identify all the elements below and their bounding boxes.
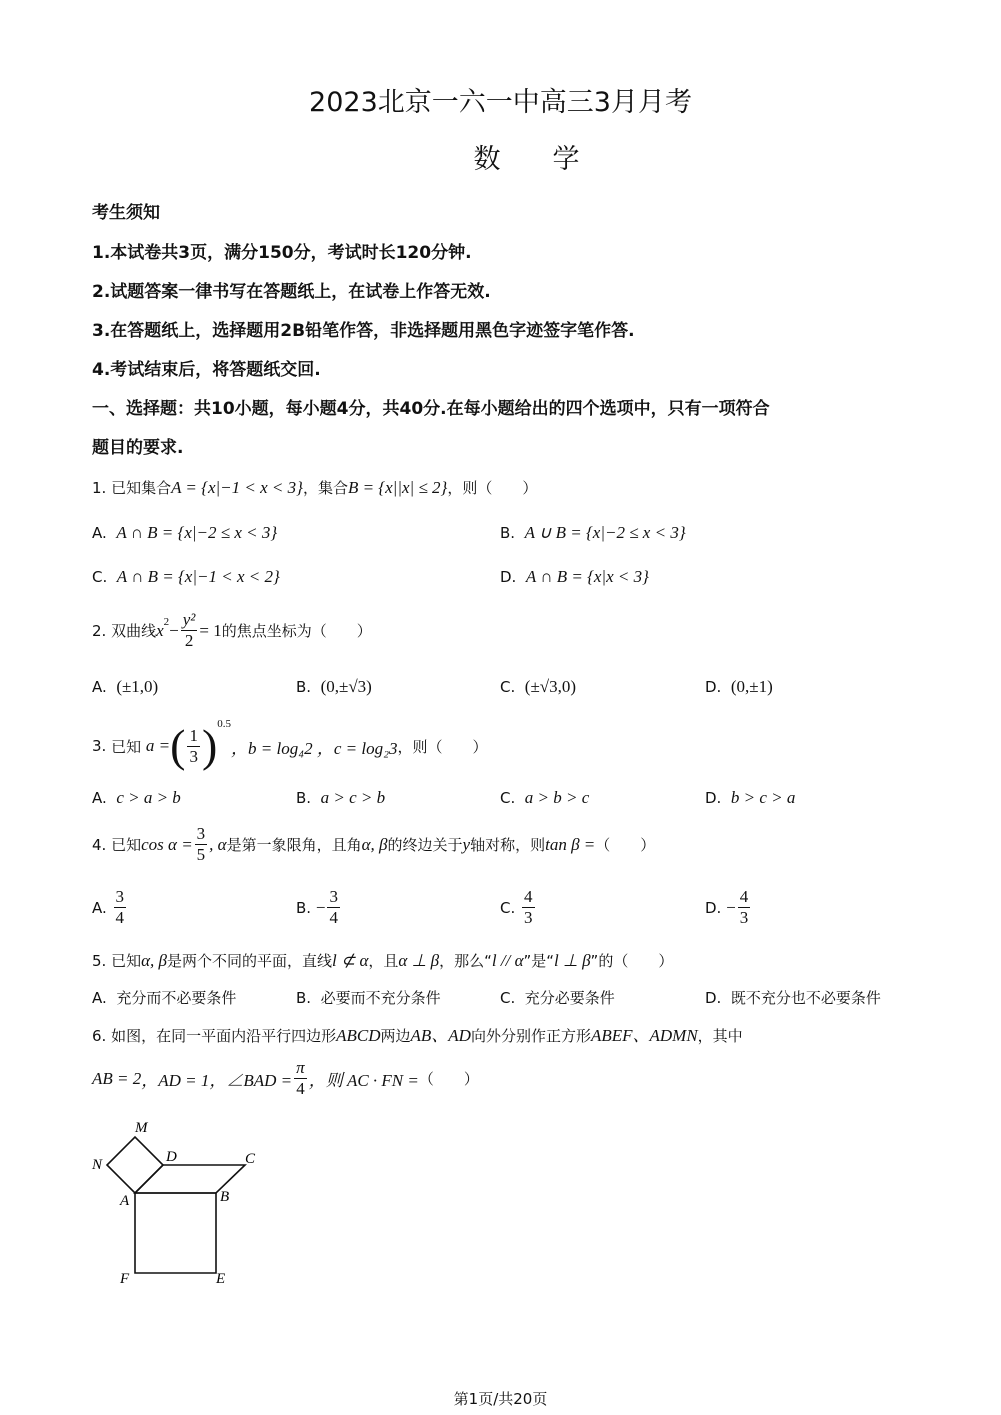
q3-option-d[interactable]: D. b > c > a [705,788,796,807]
square-abef [135,1193,216,1273]
subject-title: 数学 [473,144,632,175]
notice-heading: 考生须知 [92,203,160,223]
q4-option-a[interactable]: A. $\frac{3}{4}$ [92,887,125,927]
q2-option-a[interactable]: A. (±1,0) [92,677,159,696]
label-b: B [220,1189,230,1205]
q5-option-d[interactable]: D. 既不充分也不必要条件 [705,989,881,1007]
q2-option-d[interactable]: D. (0,±1) [705,677,773,696]
q5-option-c[interactable]: C. 充分必要条件 [500,989,615,1007]
geometry-figure [90,1115,280,1295]
label-f: F [120,1271,130,1287]
label-d: D [166,1149,177,1165]
label-c: C [245,1151,256,1167]
label-a: A [120,1193,130,1209]
q3-option-a[interactable]: A. c > a > b [92,788,181,807]
question-5: 5. 已知α, β是两个不同的平面，直线l ⊄ α，且α ⊥ β，那么“l // α”是“l ⊥ β”的（ ） [92,951,674,970]
question-4: 4. 已知 cos α = $\frac{3}{5}$ , α 是第一象限角，且角 α, β 的终边关于 y 轴对称，则 tan β = （ ） [92,824,656,864]
question-2: 2. 双曲线 x 2 − $\frac{\text{y²}}{2}$ = 1 的焦点坐标为（ ） [92,610,372,650]
q1-option-c[interactable]: C. A ∩ B = {x|−1 < x < 2} [92,567,280,586]
question-1: 1. 已知集合A = {x|−1 < x < 3}，集合B = {x||x| ≤ 2}，则（ ） [92,478,538,497]
notice-item-3: 3.在答题纸上，选择题用2B铅笔作答，非选择题用黑色字迹签字笔作答. [92,321,635,341]
q3-option-c[interactable]: C. a > b > c [500,788,590,807]
q1-option-b[interactable]: B. A ∪ B = {x|−2 ≤ x < 3} [500,523,686,542]
section-heading-line2: 题目的要求. [92,438,184,458]
notice-item-4: 4.考试结束后，将答题纸交回. [92,360,321,380]
q1-option-d[interactable]: D. A ∩ B = {x|x < 3} [500,567,649,586]
page-footer: 第1页/共20页 [453,1390,548,1408]
question-3: 3. 已知 a = ( $\frac{1}{3}$ ) 0.5 ，b = log₄2 ，c = log₂3 ，则（ ） [92,718,488,771]
q3-option-b[interactable]: B. a > c > b [296,788,386,807]
notice-item-1: 1.本试卷共3页，满分150分，考试时长120分钟. [92,243,472,263]
q1-option-a[interactable]: A. A ∩ B = {x|−2 ≤ x < 3} [92,523,278,542]
label-e: E [216,1271,226,1287]
q5-option-a[interactable]: A. 充分而不必要条件 [92,989,237,1007]
question-6-line2: AB = 2 ，AD = 1 ，∠BAD = $\frac{\pi}{4}$ ，则 AC · FN = （ ） [92,1058,479,1098]
page-title: 2023北京一六一中高三3月月考 [309,87,692,118]
label-n: N [92,1157,103,1173]
q5-option-b[interactable]: B. 必要而不充分条件 [296,989,441,1007]
q4-option-c[interactable]: C. $\frac{4}{3}$ [500,887,533,927]
notice-item-2: 2.试题答案一律书写在答题纸上，在试卷上作答无效. [92,282,491,302]
section-heading-line1: 一、选择题：共10小题，每小题4分，共40分.在每小题给出的四个选项中，只有一项符合 [92,399,770,419]
label-m: M [135,1120,148,1136]
q2-option-b[interactable]: B. (0,±√3) [296,677,372,696]
q2-option-c[interactable]: C. (±√3,0) [500,677,577,696]
q4-option-d[interactable]: D. − $\frac{4}{3}$ [705,887,749,927]
question-6-line1: 6. 如图，在同一平面内沿平行四边形ABCD两边AB、AD向外分别作正方形ABEF、ADMN，其中 [92,1026,743,1045]
q4-option-b[interactable]: B. − $\frac{3}{4}$ [296,887,338,927]
square-admn [107,1137,163,1193]
